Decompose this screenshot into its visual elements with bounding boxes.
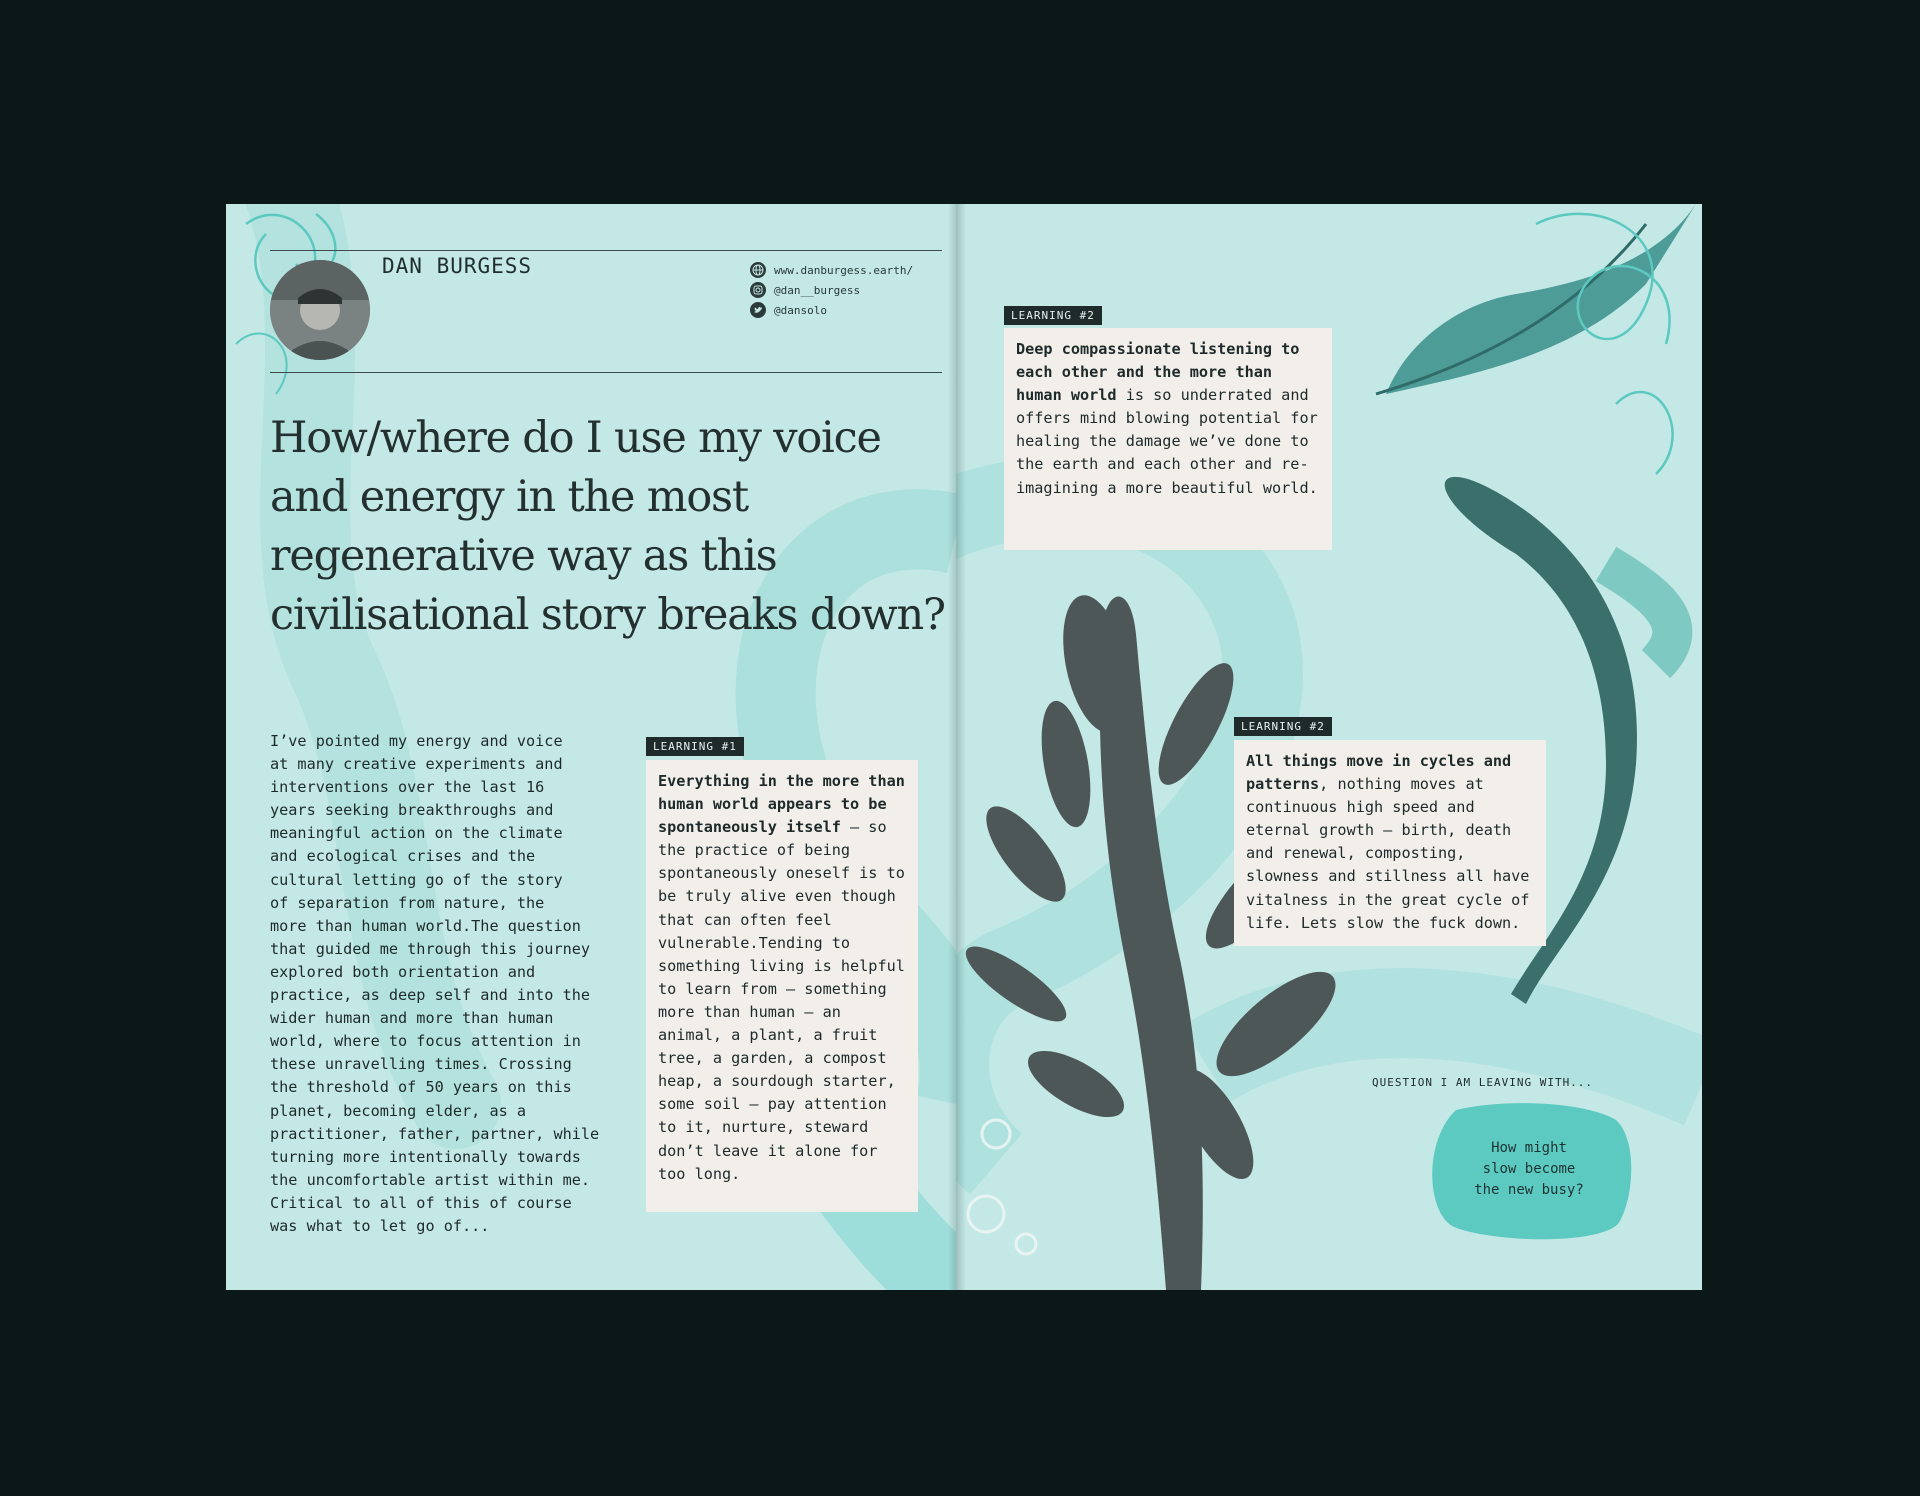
question-line-3: the new busy? xyxy=(1474,1182,1584,1198)
question-text xyxy=(1426,1138,1632,1201)
learning-2b-card xyxy=(1234,740,1546,946)
social-links xyxy=(750,260,913,320)
twitter-text: @dansolo xyxy=(774,303,827,317)
learning-2b-text: , nothing moves at continuous high speed and eternal growth – birth, death and renewal, composting, slowness and stillness all have vitalness in the great cycle of life. Lets slow the fuck down. xyxy=(1246,775,1530,932)
learning-1-bold: Everything in the more than human world appears to be spontaneously itself xyxy=(658,772,905,837)
instagram-link[interactable] xyxy=(750,280,913,300)
question-label: QUESTION I AM LEAVING WITH... xyxy=(1372,1076,1594,1089)
right-page xyxy=(956,204,1702,1290)
website-link[interactable] xyxy=(750,260,913,280)
headline: How/where do I use my voice and energy in the most regenerative way as this civilisational story breaks down? xyxy=(270,413,945,640)
website-text: www.danburgess.earth/ xyxy=(774,263,914,277)
question-line-1: How might xyxy=(1491,1140,1567,1156)
avatar xyxy=(270,260,370,360)
learning-2b-bold: All things move in cycles and patterns xyxy=(1246,752,1512,794)
question-line-2: slow become xyxy=(1482,1161,1576,1177)
body-text: I’ve pointed my energy and voice at many creative experiments and interventions over the last 16 years seeking breakthroughs and meaningful action on the climate and ecological crises and the cultural letting go of the story of separation from nature, the more than human world.The question that guided me through this journey explored both orientation and practice, as deep self and into the wider human and more than human world, where to focus attention in these unravelling times. Crossing the threshold of 50 years on this planet, becoming elder, as a practitioner, father, partner, while turning more intentionally towards the uncomfortable artist within me. Critical to all of this of course was what to let go of... xyxy=(270,732,600,1235)
spine-gutter xyxy=(948,204,966,1290)
author-name: DAN BURGESS xyxy=(382,254,533,278)
learning-2a-text: is so underrated and offers mind blowing potential for healing the damage we’ve done to the earth and each other and re-imagining a more beautiful world. xyxy=(1016,386,1318,497)
instagram-text: @dan__burgess xyxy=(774,283,861,297)
twitter-link[interactable] xyxy=(750,300,913,320)
learning-1-tag: LEARNING #1 xyxy=(646,737,744,756)
learning-1-card xyxy=(646,760,918,1212)
twitter-icon xyxy=(750,302,766,318)
header-rule xyxy=(270,372,942,373)
learning-2b-tag: LEARNING #2 xyxy=(1234,717,1332,736)
question-bubble xyxy=(1426,1100,1632,1240)
magazine-spread xyxy=(226,204,1702,1290)
learning-1-text: – so the practice of being spontaneously oneself is to be truly alive even though that can often feel vulnerable.Tending to something living is helpful to learn from – something more than human – an animal, a plant, a fruit tree, a garden, a compost heap, a sourdough starter, some soil – pay attention to it, nurture, steward don’t leave it alone for too long. xyxy=(658,818,905,1183)
top-rule xyxy=(270,250,942,251)
instagram-icon xyxy=(750,282,766,298)
learning-2a-bold: Deep compassionate listening to each other and the more than human world xyxy=(1016,340,1300,405)
globe-icon xyxy=(750,262,766,278)
left-page xyxy=(226,204,956,1290)
learning-2a-tag: LEARNING #2 xyxy=(1004,306,1102,325)
learning-2a-card xyxy=(1004,328,1332,550)
